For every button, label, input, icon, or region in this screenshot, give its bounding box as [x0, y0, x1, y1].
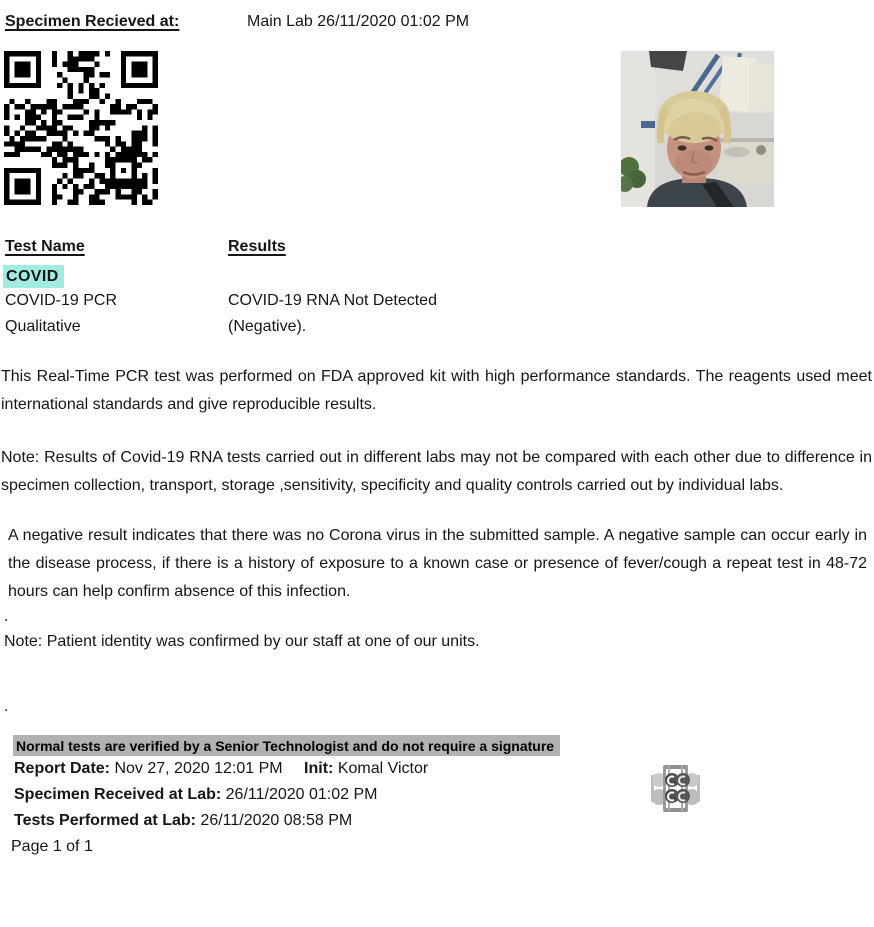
- specimen-received-lab-label: Specimen Received at Lab:: [14, 786, 222, 803]
- results-column-header: Results: [228, 238, 286, 255]
- report-date-value: Nov 27, 2020 12:01 PM: [114, 760, 283, 777]
- identity-note: Note: Patient identity was confirmed by our staff at one of our units.: [4, 633, 480, 650]
- test-name-cell: COVID-19 PCR: [5, 292, 118, 309]
- specimen-received-lab-value: 26/11/2020 01:02 PM: [225, 786, 378, 803]
- tests-performed-lab-label: Tests Performed at Lab:: [14, 812, 196, 829]
- tests-performed-lab-line: [0, 808, 874, 834]
- dot-line: .: [4, 698, 9, 715]
- specimen-received-value: Main Lab 26/11/2020 01:02 PM: [247, 13, 470, 30]
- specimen-received-lab-line: [0, 782, 874, 808]
- tests-performed-lab-value: 26/11/2020 08:58 PM: [200, 812, 353, 829]
- media-row: [0, 51, 874, 207]
- verification-banner-row: [0, 735, 874, 756]
- init-label: Init:: [304, 760, 334, 777]
- qr-code-icon: [3, 51, 159, 205]
- comparison-note-paragraph: Note: Results of Covid-19 RNA tests carried out in different labs may not be compared with each other due to difference in specimen collection, transport, storage ,sensitivity, specificity and quality controls carried out by individual labs.: [1, 449, 872, 494]
- table-row: [0, 314, 874, 340]
- table-row: [0, 288, 874, 314]
- init-value: Komal Victor: [337, 760, 429, 777]
- test-name-cell: Qualitative: [5, 318, 81, 335]
- dot-line: .: [4, 608, 9, 625]
- report-date-label: Report Date:: [14, 760, 111, 777]
- patient-photo: [621, 51, 774, 207]
- report-date-line: [0, 756, 874, 782]
- result-cell: COVID-19 RNA Not Detected: [228, 292, 437, 309]
- results-table-header: [0, 238, 874, 256]
- negative-result-paragraph: A negative result indicates that there was no Corona virus in the submitted sample. A negative sample can occur early in the disease process, if there is a history of exposure to a known case or presence of fever/cough a repeat test in 48-72 hours can help confirm absence of this infection.: [8, 527, 867, 600]
- test-name-column-header: Test Name: [5, 238, 85, 255]
- page-indicator: Page 1 of 1: [11, 838, 93, 855]
- kit-statement-paragraph: This Real-Time PCR test was performed on FDA approved kit with high performance standards. The reagents used meet international standards and give reproducible results.: [1, 368, 872, 413]
- test-group-row: [0, 265, 874, 288]
- result-cell: (Negative).: [228, 318, 307, 335]
- specimen-received-label: Specimen Recieved at:: [5, 13, 180, 30]
- lab-stamp-icon: [649, 763, 702, 813]
- specimen-received-header: [0, 0, 874, 36]
- verification-banner: Normal tests are verified by a Senior Technologist and do not require a signature: [13, 735, 560, 756]
- test-group-label-highlighted: COVID: [3, 265, 64, 288]
